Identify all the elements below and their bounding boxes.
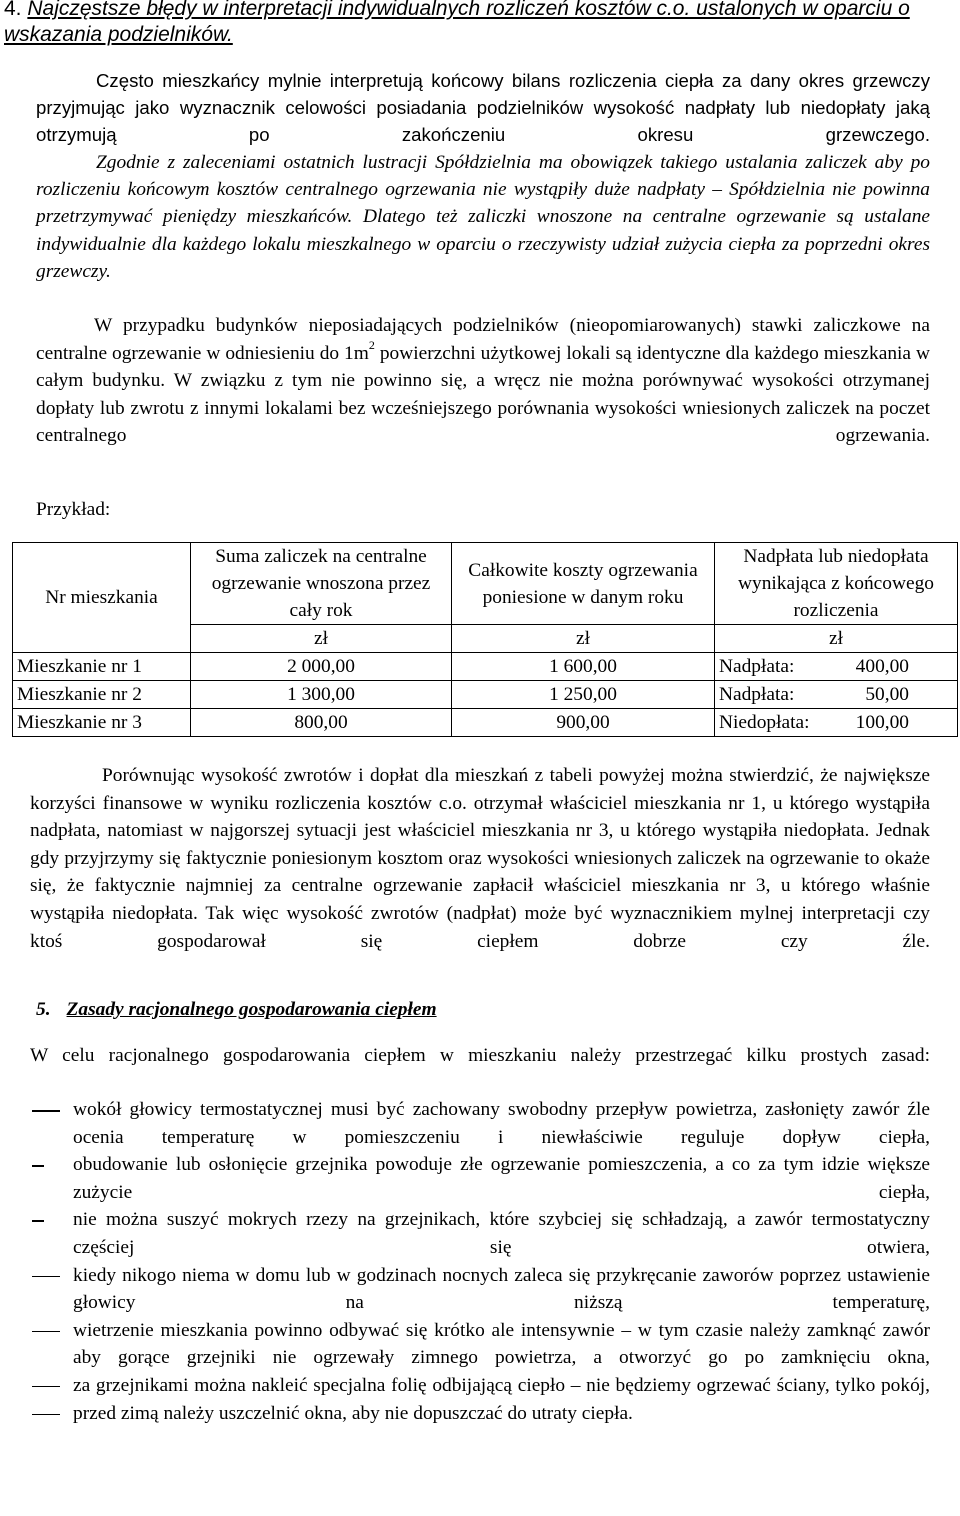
table-header-row (13, 543, 958, 625)
advance-amount: 800,00 (191, 709, 452, 737)
unit-cell: zł (191, 625, 452, 653)
list-item: przed zimą należy uszczelnić okna, aby nie dopuszczać do utraty ciepła. (73, 1402, 633, 1424)
section-5-number: 5. (36, 999, 51, 1020)
header-result: Nadpłata lub niedopłata wynikająca z końcowego rozliczenia (715, 543, 958, 625)
section-5-heading (36, 996, 437, 1024)
superscript: 2 (368, 338, 375, 353)
list-item: wokół głowicy termostatycznej musi być zachowany swobodny przepływ powietrza, zasłonięty zawór źle ocenia temperaturę w pomieszczeniu i niewłaściwie reguluje dopływ ciepła, (73, 1099, 930, 1148)
result-cell (715, 709, 958, 737)
unit-cell: zł (715, 625, 958, 653)
result-label: Niedopłata: (719, 712, 810, 733)
result-label: Nadpłata: (719, 656, 795, 677)
result-cell (715, 681, 958, 709)
paragraph-rules-intro: W celu racjonalnego gospodarowania ciepłem w mieszkaniu należy przestrzegać kilku prostych zasad: (30, 1045, 930, 1066)
list-item: obudowanie lub osłonięcie grzejnika powoduje złe ogrzewanie pomieszczenia, a co za tym idzie większe zużycie ciepła, (73, 1154, 930, 1203)
header-advances: Suma zaliczek na centralne ogrzewanie wnoszona przez cały rok (191, 543, 452, 625)
result-label: Nadpłata: (719, 684, 795, 705)
rules-list (30, 1096, 930, 1427)
list-item: nie można suszyć mokrych rzezy na grzejnikach, które szybciej się schładzają, a zawór termostatyczny częściej się otwiera, (73, 1209, 930, 1258)
list-item: wietrzenie mieszkania powinno odbywać się krótko ale intensywnie – w tym czasie należy zamknąć zawór aby gorące grzejniki nie ogrzewały zimnego powietrza, a otworzyć go po zamknięciu okna, (73, 1319, 930, 1369)
example-label: Przykład: (36, 499, 111, 520)
paragraph-misinterpretation: Często mieszkańcy mylnie interpretują końcowy bilans rozliczenia ciepła za dany okres grzewczy przyjmując jako wyznacznik celowości posiadania podzielników wysokość nadpłaty lub niedopłaty jaką otrzymują po zakończeniu okresu grzewczego. (36, 70, 930, 145)
paragraph-unmetered-buildings: W przypadku budynków nieposiadających podzielników (nieopomiarowanych) stawki zaliczkowe na centralne ogrzewanie w odniesieniu do $1m^2$ powierzchni użytkowej lokali są identyczne dla każdego mieszkania w całym budynku. W związku z tym nie powinno się, a wręcz nie można porównywać wysokości otrzymanej dopłaty lub zwrotu z innymi lokalami bez wcześniejszego porównania wysokości wniesionych zaliczek na poczet centralnego ogrzewania. (36, 315, 931, 446)
header-apartment: Nr mieszkania (13, 543, 191, 653)
section-4-title: Najczęstsze błędy w interpretacji indywidualnych rozliczeń kosztów c.o. ustalonych w oparciu o wskazania podzielników. (4, 0, 910, 46)
result-cell (715, 653, 958, 681)
section-4-heading (4, 0, 932, 48)
paragraph-inspection-recommendations: Zgodnie z zaleceniami ostatnich lustracji Spółdzielnia ma obowiązek takiego ustalania zaliczek aby po rozliczeniu końcowym kosztów centralnego ogrzewania nie wystąpiły duże nadpłaty – Spółdzielnia nie powinna przetrzymywać pieniędzy mieszkańców. Dlatego też zaliczki wnoszone na centralne ogrzewanie są ustalane indywidualnie dla każdego lokalu mieszkalnego w oparciu o rzeczywisty udział zużycia ciepła za poprzedni okres grzewczy. (36, 152, 930, 282)
apartment-name: Mieszkanie nr 3 (13, 709, 191, 737)
list-item: kiedy nikogo niema w domu lub w godzinach nocnych zaleca się przykręcanie zaworów poprzez ustawienie głowicy na niższą temperaturę, (73, 1264, 930, 1314)
table-row (13, 681, 958, 709)
apartment-name: Mieszkanie nr 1 (13, 653, 191, 681)
unit-cell: zł (452, 625, 715, 653)
advance-amount: 1 300,00 (191, 681, 452, 709)
section-4-number: 4. (4, 0, 22, 20)
apartment-name: Mieszkanie nr 2 (13, 681, 191, 709)
table-row (13, 709, 958, 737)
advance-amount: 2 000,00 (191, 653, 452, 681)
header-costs: Całkowite koszty ogrzewania poniesione w danym roku (452, 543, 715, 625)
result-value: 400,00 (855, 656, 909, 677)
cost-amount: 900,00 (452, 709, 715, 737)
result-value: 100,00 (855, 712, 909, 733)
paragraph-comparison: Porównując wysokość zwrotów i dopłat dla mieszkań z tabeli powyżej można stwierdzić, że największe korzyści finansowe w wyniku rozliczenia kosztów c.o. otrzymał właściciel mieszkania nr 1, u którego wystąpiła nadpłata, natomiast w najgorszej sytuacji jest właściciel mieszkania nr 3, u którego wystąpiła niedopłata. Jednak gdy przyjrzymy się faktycznie poniesionym kosztom oraz wysokości wniesionych zaliczek na ogrzewanie to okaże się, że faktycznie najmniej za centralne ogrzewanie zapłacił właściciel mieszkania nr 3, u którego właśnie wystąpiła niedopłata. Tak więc wysokość zwrotów (nadpłat) może być wyznacznikiem mylnej interpretacji czy ktoś gospodarował się ciepłem dobrze czy źle. (30, 765, 930, 952)
cost-amount: 1 250,00 (452, 681, 715, 709)
settlement-example-table (12, 542, 958, 737)
cost-amount: 1 600,00 (452, 653, 715, 681)
table-row (13, 653, 958, 681)
section-5-title: Zasady racjonalnego gospodarowania ciepłem (66, 999, 437, 1020)
result-value: 50,00 (865, 684, 909, 705)
list-item: za grzejnikami można nakleić specjalna folię odbijającą ciepło – nie będziemy ogrzewać ściany, tylko pokój, (73, 1374, 930, 1396)
